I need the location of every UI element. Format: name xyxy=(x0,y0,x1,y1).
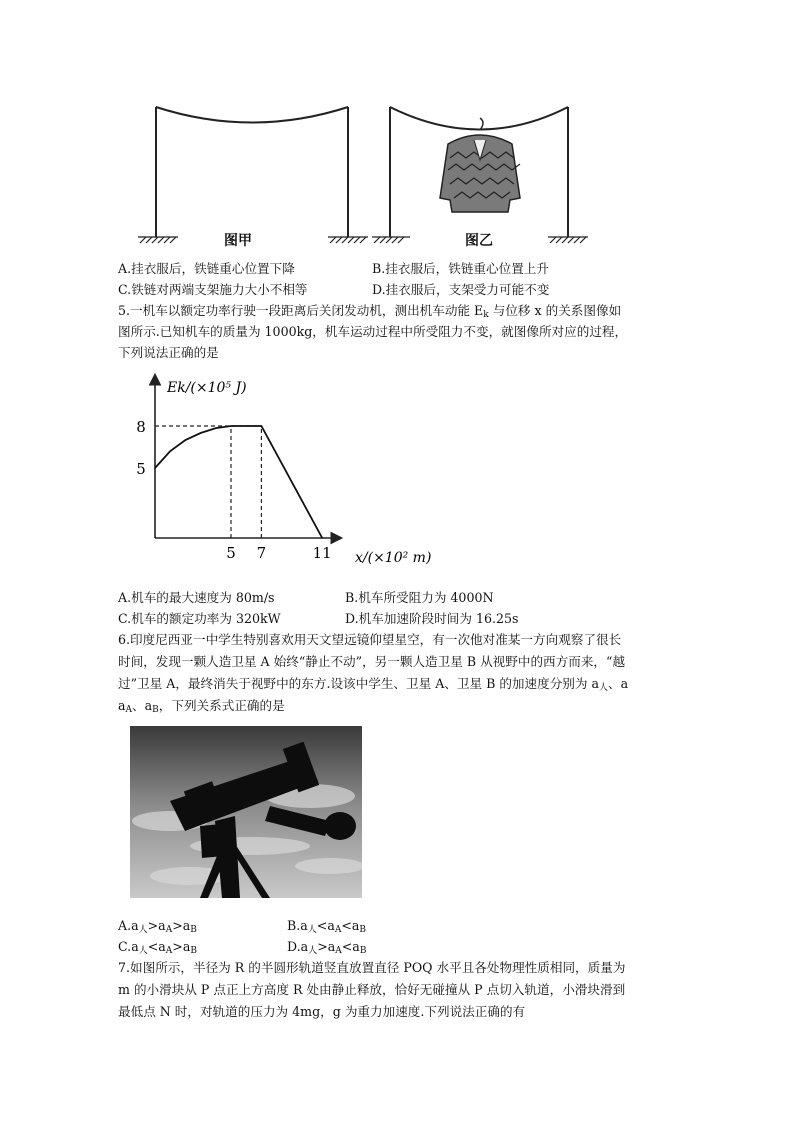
q4-option-a[interactable]: A.挂衣服后，铁链重心位置下降 xyxy=(118,261,295,276)
q5-stem-line-2: 图所示.已知机车的质量为 1000kg，机车运动过程中所受阻力不变，就图像所对应的过程， xyxy=(118,324,628,339)
q6-option-a[interactable]: $A.a_人>a_A>a_B$ xyxy=(118,918,197,935)
q7-stem-line-3: 最低点 N 时，对轨道的压力为 4mg，g 为重力加速度.下列说法正确的有 xyxy=(118,1004,526,1019)
q6-stem-line-3: 过”卫星 A，最终消失于视野中的东方.设该中学生、卫星 A、卫星 B 的加速度分别为 $a_人$、a xyxy=(118,676,629,693)
q7-stem-line-2: m 的小滑块从 P 点正上方高度 R 处由静止释放，恰好无碰撞从 P 点切入轨道，小滑块滑到 xyxy=(118,982,626,997)
figure-b-label: 图乙 xyxy=(465,233,493,249)
q7-stem-line-1: 7.如图所示，半径为 R 的半圆形轨道竖直放置直径 POQ 水平且各处物理性质相同，质量为 xyxy=(118,960,626,975)
clothing-hanger-icon xyxy=(440,118,520,212)
q5-stem-line-1: 5.一机车以额定功率行驶一段距离后关闭发动机，测出机车动能 $E_k$ 与位移 x 的关系图像如 xyxy=(118,303,622,320)
q6-stem-line-1: 6.印度尼西亚一中学生特别喜欢用天文望远镜仰望星空，有一次他对准某一方向观察了很长 xyxy=(118,632,622,647)
q4-option-b[interactable]: B.挂衣服后，铁链重心位置上升 xyxy=(372,261,549,276)
q5-stem-line-3: 下列说法正确的是 xyxy=(118,345,219,360)
telescope-photo xyxy=(130,726,362,898)
x-axis-label: x/(×10² m) xyxy=(355,550,432,566)
q5-option-d[interactable]: D.机车加速阶段时间为 16.25s xyxy=(345,611,519,626)
figure-a-frame xyxy=(130,100,370,250)
ek-x-chart xyxy=(125,368,470,580)
q5-option-b[interactable]: B.机车所受阻力为 4000N xyxy=(345,590,494,605)
figure-b-frame xyxy=(370,100,610,250)
q4-option-c[interactable]: C.铁链对两端支架施力大小不相等 xyxy=(118,282,308,297)
x-tick-5: 5 xyxy=(226,544,236,562)
q5-option-c[interactable]: C.机车的额定功率为 320kW xyxy=(118,611,281,626)
q6-option-c[interactable]: $C.a_人<a_A>a_B$ xyxy=(118,939,197,956)
q5-option-a[interactable]: A.机车的最大速度为 80m/s xyxy=(118,590,275,605)
q6-option-d[interactable]: $D.a_人>a_A<a_B$ xyxy=(287,939,367,956)
q6-stem-line-4: $a_A$、$a_B$，下列关系式正确的是 xyxy=(118,698,285,715)
figure-a-label: 图甲 xyxy=(224,233,252,249)
x-tick-11: 11 xyxy=(312,544,332,562)
y-axis-label: Ek/(×10⁵ J) xyxy=(167,380,247,396)
q4-option-d[interactable]: D.挂衣服后，支架受力可能不变 xyxy=(372,282,550,297)
x-tick-7: 7 xyxy=(256,544,267,562)
y-tick-5: 5 xyxy=(136,460,146,478)
q6-option-b[interactable]: $B.a_人<a_A<a_B$ xyxy=(287,918,367,935)
y-tick-8: 8 xyxy=(136,418,146,436)
ek-curve-0 xyxy=(155,426,322,538)
q6-stem-line-2: 时间，发现一颗人造卫星 A 始终“静止不动”，另一颗人造卫星 B 从视野中的西方而来，“越 xyxy=(118,654,626,669)
